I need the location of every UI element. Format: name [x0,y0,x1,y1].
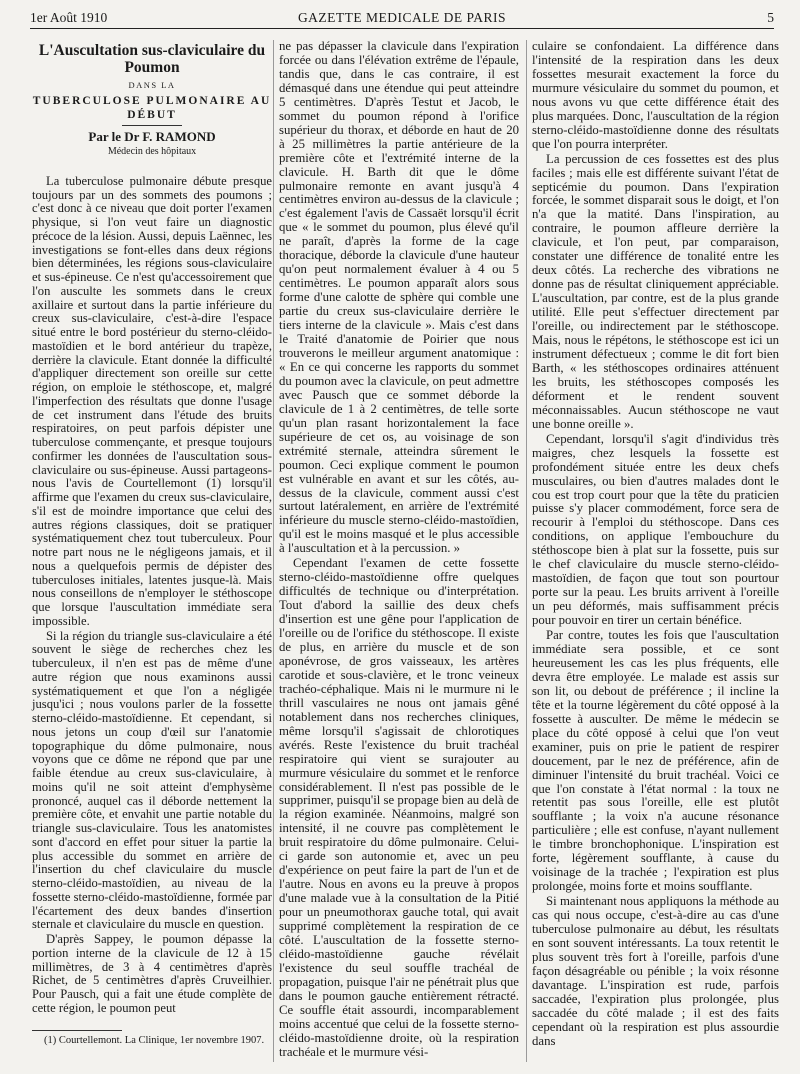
issue-date: 1er Août 1910 [30,10,108,25]
paragraph: La tuberculose pulmonaire débute presque toujours par un des sommets des poumons ; c'est donc à ce niveau que doit porter l'examen physique, si l'on veut faire un diagnostic précoce de la lésion. Aussi, depuis Laënnec, les investigations se font-elles dans deux régions bien déterminées, les régions sous-claviculaire et sus-épineuse. Ce n'est qu'accessoirement que l'on ausculte les sommets dans le creux axillaire et surtout dans la partie inférieure du creux sus-claviculaire, c'est-à-dire l'espace situé entre le bord postérieur du sterno-cléido-mastoïdien et le bord antérieur du trapèze, derrière la clavicule. Etant donnée la difficulté d'appliquer directement son oreille sur cette région, on emploie le stéthoscope, et, malgré l'imperfection des résultats que donne l'usage de cet instrument dans l'étude des bruits respiratoires, on peut parfois dépister une tuberculose commençante, et presque toujours confirmer les données de l'auscultation sous-claviculaire ou sus-épineuse. Aussi partageons-nous l'avis de Courtellemont (1) lorsqu'il affirme que l'examen du creux sus-claviculaire, s'il est de moindre importance que celui des autres régions classiques, doit se pratiquer systématiquement chez tout tuberculeux. Pour notre part nous ne le négligeons jamais, et il nous a quelquefois permis de dépister des tuberculoses initiales, latentes jusque-là. Mais nous conseillons de n'employer le stéthoscope que lorsque l'auscultation immédiate sera impossible. [32,173,272,628]
footnote-rule [32,1030,122,1031]
paragraph: Cependant, lorsqu'il s'agit d'individus très maigres, chez lesquels la fossette est profondément située entre les deux chefs musculaires, ou bien d'autres malades dont le cou est trop court pour que la tête du praticien puisse s'y placer commodément, force sera de recourir à l'emploi du stéthoscope. Dans ces conditions, on applique l'embouchure du stéthoscope bien à plat sur la fossette, puis sur le chef claviculaire du muscle sterno-cléido-mastoïdien, de façon que tout son pourtour porte sur la peau. Les bruits arrivent à l'oreille un peu déformés, mais suffisamment précis pour pouvoir en tirer un certain bénéfice. [532,431,779,628]
column-3 [532,40,779,1049]
column-divider [273,40,274,1062]
article-author: Par le Dr F. RAMOND [88,129,216,145]
header-rule [30,28,774,29]
article-title: L'Auscultation sus-claviculaire du Poumon [38,42,266,76]
running-header [30,10,774,28]
paragraph: La percussion de ces fossettes est des plus faciles ; mais elle est différente suivant l'état de septicémie du poumon. Dans l'expiration forcée, le sommet disparait sous le doigt, et l'on n'a que la matité. Dans l'inspiration, au contraire, le poumon affleure derrière la clavicule, et l'on peut, par comparaison, constater une différence de tonalité entre les deux côtés. La recherche des vibrations ne donne pas de résultat cliniquement appréciable. L'auscultation, par contre, est de la plus grande utilité. Elle peut s'effectuer directement par l'oreille, ou indirectement par le stéthoscope. Mais, nous le répétons, le stéthoscope est ici un instrument défectueux ; comme le dit fort bien Barth, « les stéthoscopes ordinaires atténuent les bruits, les stéthoscopes composés les déforment et le rendent souvent méconnaissables. Aucun stéthoscope ne vaut une bonne oreille ». [532,151,779,431]
article-subtitle: TUBERCULOSE PULMONAIRE AU DÉBUT [32,94,272,121]
paragraph: D'après Sappey, le poumon dépasse la portion interne de la clavicule de 12 à 15 millimètres, de 3 à 4 centimètres d'après Richet, de 5 centimètres d'après Cruveilhier. Pour Pausch, qui a fait une étude complète de cette région, le poumon peut [32,932,272,1015]
footnote: (1) Courtellemont. La Clinique, 1er novembre 1907. [44,1034,265,1046]
paragraph: Cependant l'examen de cette fossette sterno-cléido-mastoïdienne offre quelques difficultés de technique ou d'interprétation. Tout d'abord la saillie des deux chefs d'insertion est une gêne pour l'application de l'oreille ou de l'orifice du stéthoscope. Il existe de plus, en arrière du muscle et de son aponévrose, de gros vaisseaux, les artères carotide et sous-clavière, et le tronc veineux trachéo-céphalique. Mais ni le murmure ni le thrill vasculaires ne nous ont jamais gêné notablement dans nos recherches cliniques, même lorsqu'il s'agissait de chlorotiques avérés. Reste l'existence du bruit trachéal respiratoire qui vient se surajouter au murmure vésiculaire du sommet et le renforce considérablement. Il n'est pas possible de le supprimer, puisqu'il se propage bien au delà de la région examinée. Néanmoins, malgré son intensité, il ne couvre pas complètement le bruit respiratoire du dôme pulmonaire. Celui-ci garde son autonomie et, avec un peu d'expérience on peut faire la part de l'un et de l'autre. Nous en avons eu la preuve à propos d'une malade vue à la consultation de la Pitié pour un pneumothorax gauche total, qui avait supprimé complètement la respiration de ce côté. L'auscultation de la fossette sterno-cléido-mastoïdienne gauche révélait l'existence du seul souffle trachéal de propagation, puisque l'air ne pénétrait plus que dans le poumon gauche entièrement rétracté. Ce souffle était assourdi, incomparablement moins accentué que celui de la fossette sterno-cléido-mastoïdienne droite, où la respiration trachéale et le murmure vési- [279,556,519,1059]
paragraph: Par contre, toutes les fois que l'auscultation immédiate sera possible, et ce sont heureusement les cas les plus fréquents, elle devra être employée. Le malade est assis sur son lit, ou debout de préférence ; il incline la tête et la tourne légèrement du côté opposé à la fossette à ausculter. De même le médecin se place du côté opposé à celui que l'on veut examiner, puis on prie le patient de respirer doucement, par le nez de préférence, afin de diminuer l'intensité du bruit trachéal. Voici ce que l'on constate à l'état normal : la toux ne retentit pas sous l'oreille, elle est plutôt soufflante ; la voix n'a aucune résonance particulière ; elle est confuse, n'ayant nullement le timbre bronchophonique. L'inspiration est forte, légèrement soufflante, à cause du voisinage de la trachée ; l'expiration est plus prolongée, moins forte et moins soufflante. [532,628,779,894]
paragraph: Si la région du triangle sus-claviculaire a été souvent le siège de recherches chez les tuberculeux, il n'en est pas de même d'une autre région que nous examinons aussi systématiquement et que l'on a négligée jusqu'ici ; nous voulons parler de la fossette sterno-cléido-mastoïdienne. Et cependant, si nous jetons un coup d'œil sur l'anatomie topographique du dôme pulmonaire, nous voyons que ce dôme ne répond que par une faible étendue au creux sus-claviculaire, à moins qu'il ne soit atteint d'emphysème prononcé, auquel cas il déborde nettement la première côte, et envahit une partie notable du triangle sus-claviculaire. Tous les anatomistes sont d'accord en effet pour situer la partie la plus accessible du sommet en arrière de l'insertion du chef claviculaire du muscle sterno-cléido-mastoïdien, au niveau de la fossette sterno-cléido-mastoïdienne, formée par l'écartement des deux bandes d'insertion sternale et claviculaire du muscle en question. [32,628,272,932]
title-rule [122,125,182,126]
paragraph: ne pas dépasser la clavicule dans l'expiration forcée ou dans l'élévation extrême de l'épaule, tandis que, dans le cas contraire, il est démasqué dans une étendue qui peut atteindre 5 centimètres. D'après Testut et Jacob, le sommet du poumon répond à l'orifice supérieur du thorax, et déborde en haut de 20 à 25 millimètres la partie antérieure de la première côte et l'extrémité interne de la clavicule. H. Barth dit que le dôme pulmonaire remonte en avant jusqu'à 4 centimètres environ au-dessus de la clavicule ; c'est également l'avis de Cassaët lorsqu'il écrit que « le sommet du poumon, plus élevé qu'il ne paraît, d'après la forme de la cage thoracique, déborde la clavicule d'une hauteur qu'on peut normalement évaluer à 4 ou 5 centimètres. Le poumon apparaît alors sous forme d'une calotte de sphère qui comble une partie du creux sus-claviculaire derrière le tiers interne de la clavicule ». Mais c'est dans le Traité d'anatomie de Poirier que nous trouverons le meilleur argument anatomique : « En ce qui concerne les rapports du sommet du poumon avec la clavicule, on peut admettre avec Pausch que ce sommet déborde la clavicule de 1 à 2 centimètres, de telle sorte qu'un plan rasant horizontalement la face supérieure de cet os, au voisinage de son extrémité sternale, atteindra sûrement le poumon. Ceci explique comment le poumon est vulnérable en avant et sur les côtés, au-dessus de la clavicule, comment aussi c'est surtout latéralement, en arrière de l'extrémité inférieure du muscle sterno-cléido-mastoïdien, qu'il est le moins masqué et le plus accessible à l'auscultation et à la percussion. » [279,39,519,556]
paragraph: culaire se confondaient. La différence dans l'intensité de la respiration dans les deux fossettes mesurait exactement la force du murmure vésiculaire du sommet du poumon, et nous avons vu que cette différence était des plus marquées. Donc, l'auscultation de la région sterno-cléido-mastoïdienne donne des résultats que l'on pourra interpréter. [532,39,779,151]
column-1 [32,40,272,1047]
journal-name: GAZETTE MEDICALE DE PARIS [297,10,507,25]
author-role: Médecin des hôpitaux [107,146,197,157]
paragraph: Si maintenant nous appliquons la méthode au cas qui nous occupe, c'est-à-dire au cas d'une tuberculose pulmonaire au début, les résultats en sont souvent intéressants. La toux retentit le plus souvent très fort à l'oreille, parfois d'une façon désagréable ou pénible ; la voix résonne davantage. L'inspiration est rude, parfois saccadée, l'expiration plus prolongée, plus saccadée du côté malade ; il est des faits cependant où la respiration est plus assourdie dans [532,894,779,1048]
column-divider [526,40,527,1062]
article-subtitle-connector: DANS LA [128,80,176,90]
page-number: 5 [767,10,774,25]
column-2 [279,40,519,1060]
